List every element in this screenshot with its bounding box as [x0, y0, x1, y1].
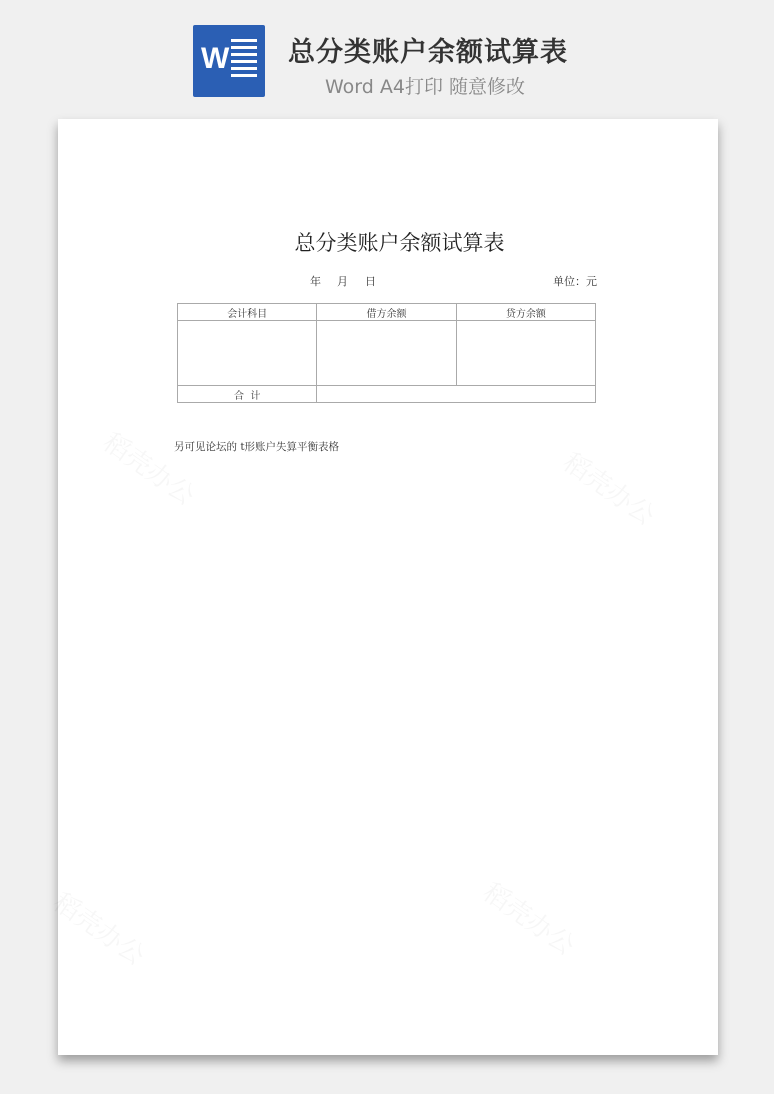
note-text: 另可见论坛的 t形账户失算平衡表格 [174, 441, 340, 453]
word-logo-lines [231, 39, 257, 83]
watermark [97, 423, 203, 513]
header-subtitle: Word A4打印 随意修改 [325, 76, 526, 98]
table-header-row [178, 304, 596, 321]
header-credit: 贷方余额 [456, 304, 595, 321]
cell-credit[interactable] [456, 321, 595, 386]
word-logo-letter: W [201, 42, 230, 75]
total-value-cell[interactable] [317, 386, 596, 403]
watermark [477, 873, 583, 963]
date-day: 日 [365, 275, 376, 288]
watermark [47, 883, 153, 973]
document-title: 总分类账户余额试算表 [294, 231, 505, 255]
table-row [178, 321, 596, 386]
header-account: 会计科目 [178, 304, 317, 321]
header-title: 总分类账户余额试算表 [288, 37, 568, 68]
watermark [557, 443, 663, 533]
word-logo-icon [193, 25, 265, 97]
document-page [58, 119, 718, 1055]
unit-label: 单位：元 [553, 275, 597, 288]
date-year: 年 [310, 275, 321, 288]
header [0, 0, 774, 118]
ledger-table [177, 303, 596, 403]
total-label: 合 计 [178, 386, 317, 403]
date-month: 月 [337, 275, 348, 288]
cell-debit[interactable] [317, 321, 456, 386]
table-total-row [178, 386, 596, 403]
cell-account[interactable] [178, 321, 317, 386]
header-debit: 借方余额 [317, 304, 456, 321]
